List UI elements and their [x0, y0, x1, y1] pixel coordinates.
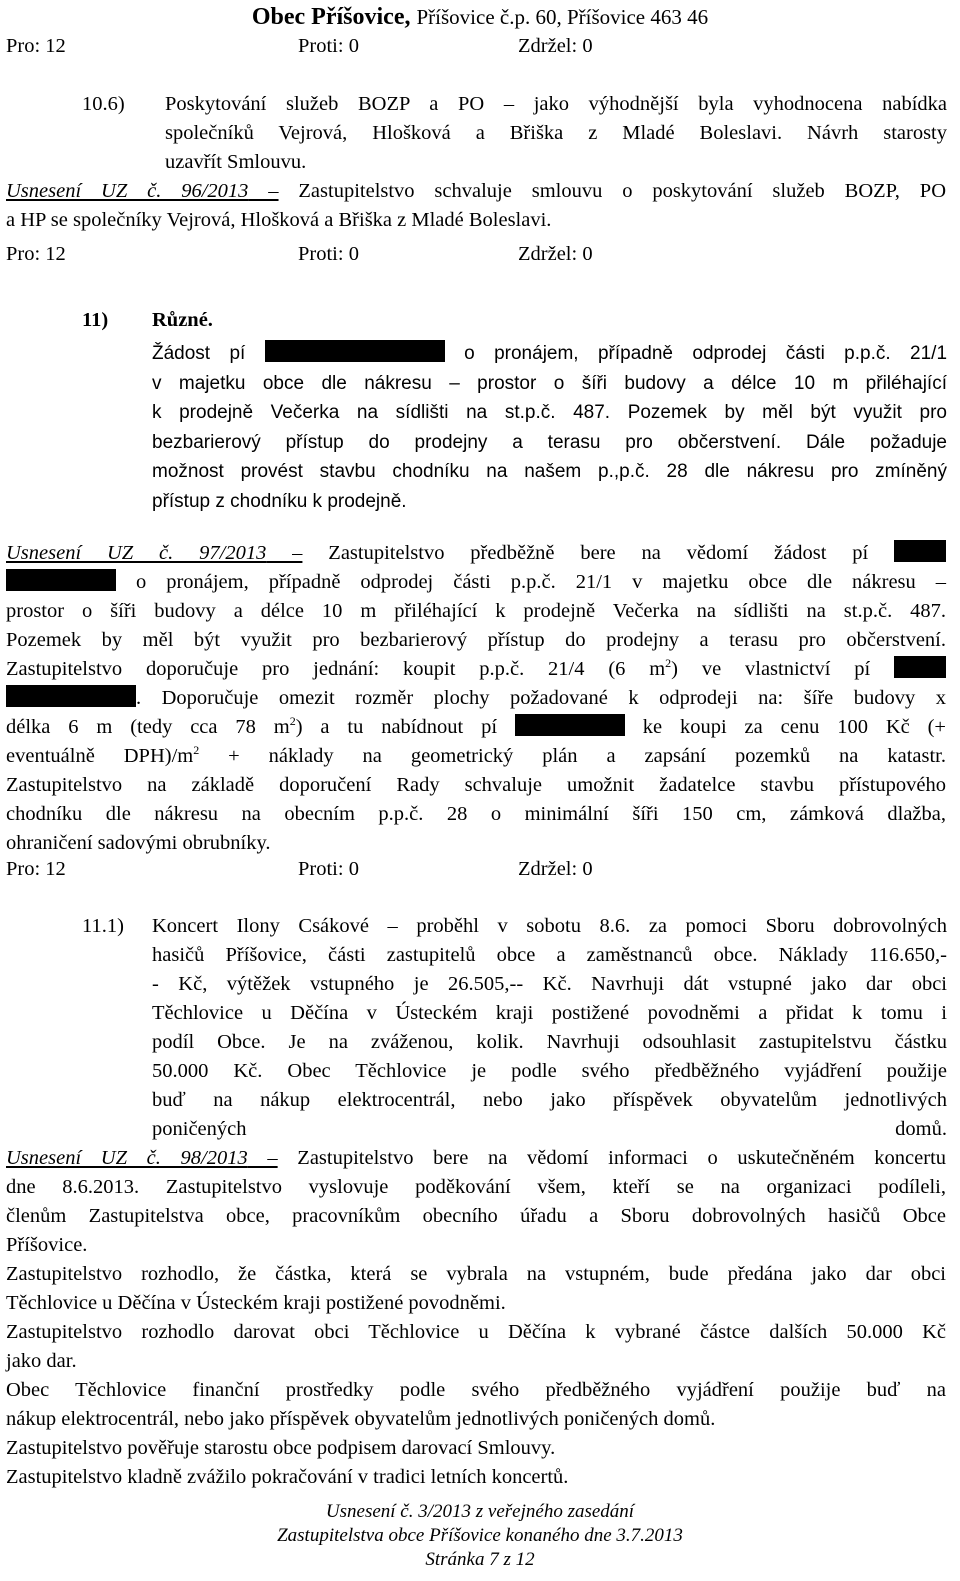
text-line: Zastupitelstvo rozhodlo, že částka, která se vybrala na vstupném, bude předána jako dar obci: [6, 1263, 946, 1285]
text-line: Koncert Ilony Csákové – proběhl v sobotu 8.6. za pomoci Sboru dobrovolných: [152, 915, 947, 937]
text-line: Těchlovice u Děčína v Ústeckém kraji postižené povodněmi.: [6, 1292, 506, 1314]
text-line: 50.000 Kč. Obec Těchlovice je podle svého předběžného vyjádření použije: [152, 1060, 947, 1082]
resolution-98: [6, 1144, 946, 1492]
vote-row: [6, 240, 946, 268]
text-line: - Kč, výtěžek vstupného je 26.505,-- Kč. Navrhuji dát vstupné jako dar obci: [152, 973, 947, 995]
header-title: Obec Příšovice,: [251, 4, 411, 30]
vote-row: [6, 855, 946, 883]
vote-against: Proti: 0: [298, 243, 359, 265]
text-line: ohraničení sadovými obrubníky.: [6, 832, 271, 854]
vote-abstain: Zdržel: 0: [518, 243, 593, 265]
resolution-dash: –: [266, 542, 303, 564]
text-line: nákup elektrocentrál, nebo jako příspěvek obyvatelům jednotlivých poničených domů.: [6, 1408, 716, 1430]
header-address: Příšovice č.p. 60, Příšovice 463 46: [416, 5, 709, 29]
text-line: o pronájem, případně odprodej části p.p.č. 21/1 v majetku obce dle nákresu –: [135, 571, 946, 593]
superscript: 2: [289, 714, 296, 729]
text-line: ) a tu nabídnout pí: [295, 716, 498, 738]
text-line: ) ve vlastnictví pí: [671, 658, 871, 680]
resolution-96: [6, 177, 946, 235]
vote-for: Pro: 12: [6, 858, 66, 880]
text-line: Zastupitelstvo doporučuje pro jednání: koupit p.p.č. 21/4 (6 m: [6, 658, 666, 680]
redaction-block: [515, 714, 625, 736]
text-line: ke koupi za cenu 100 Kč (+: [642, 716, 946, 738]
text-line: uzavřít Smlouvu.: [165, 151, 307, 173]
text-line: Zastupitelstvo na základě doporučení Rady schvaluje umožnit žadatelce stavbu přístupového: [6, 774, 946, 796]
page-header: [0, 2, 960, 32]
redaction-block: [894, 540, 946, 562]
text-line: v majetku obce dle nákresu – prostor o šíři budovy a délce 10 m přiléhající: [152, 372, 947, 394]
text-line: Zastupitelstvo rozhodlo darovat obci Těchlovice u Děčína k vybrané částce dalších 50.000 Kč: [6, 1321, 946, 1343]
resolution-dash: –: [248, 180, 279, 202]
text-line: Obec Těchlovice finanční prostředky podle svého předběžného vyjádření použije buď na: [6, 1379, 946, 1401]
text-line: prostor o šíři budovy a délce 10 m přiléhající k prodejně Večerka na sídlišti na st.p.č. 487.: [6, 600, 946, 622]
text-line: Poskytování služeb BOZP a PO – jako výhodnější byla vyhodnocena nabídka: [165, 93, 947, 115]
text-line: Příšovice.: [6, 1234, 88, 1256]
text-line: a HP se společníky Vejrová, Hlošková a Břiška z Mladé Boleslavi.: [6, 209, 552, 231]
text-line: Zastupitelstvo schvaluje smlouvu o poskytování služeb BOZP, PO: [298, 180, 946, 202]
vote-abstain: Zdržel: 0: [518, 858, 593, 880]
text-line: délka 6 m (tedy cca 78 m: [6, 716, 290, 738]
resolution-97: [6, 539, 946, 858]
text-line: Zastupitelstvo kladně zvážilo pokračování v tradici letních koncertů.: [6, 1466, 569, 1488]
text-line: chodníku dle nákresu na obecním p.p.č. 28 o minimální šíři 150 cm, zámková dlažba,: [6, 803, 946, 825]
resolution-dash: –: [247, 1147, 278, 1169]
text-line: Zastupitelstvo pověřuje starostu obce podpisem darovací Smlouvy.: [6, 1437, 556, 1459]
vote-for: Pro: 12: [6, 35, 66, 57]
text-line: Žádost pí: [152, 343, 246, 364]
item-11-1-text: [152, 912, 947, 1144]
text-line: . Doporučuje omezit rozměr plochy požadované k odprodeji na: šíře budovy x: [136, 687, 946, 709]
redaction-block: [6, 685, 136, 707]
text-line: o pronájem, případně odprodej části p.p.č. 21/1: [464, 343, 948, 364]
footer-line: Usnesení č. 3/2013 z veřejného zasedání: [325, 1501, 635, 1522]
text-line: Těchlovice u Děčína v Ústeckém kraji postižené povodněmi a přidat k tomu i: [152, 1002, 947, 1024]
resolution-number: Usnesení UZ č. 97/2013: [6, 542, 267, 564]
vote-against: Proti: 0: [298, 858, 359, 880]
vote-for: Pro: 12: [6, 243, 66, 265]
resolution-number: Usnesení UZ č. 96/2013: [6, 180, 249, 202]
text-line: Zastupitelstvo bere na vědomí informaci o uskutečněném koncertu: [297, 1147, 947, 1169]
text-line: jako dar.: [6, 1350, 77, 1372]
text-line: podíl Obce. Je na zváženou, kolik. Navrhuji odsouhlasit zastupitelstvu částku: [152, 1031, 947, 1053]
text-line: dne 8.6.2013. Zastupitelstvo vyslovuje poděkování všem, kteří se na organizaci podíleli,: [6, 1176, 946, 1198]
text-line: společníků Vejrová, Hlošková a Břiška z Mladé Boleslavi. Návrh starosty: [165, 122, 947, 144]
redaction-block: [265, 340, 445, 362]
redaction-block: [894, 656, 946, 678]
text-line: Pozemek by měl být využit pro bezbarierový přístup do prodejny a terasu pro občerstvení.: [6, 629, 946, 651]
text-line: + náklady na geometrický plán a zapsání pozemků na katastr.: [199, 745, 946, 767]
text-line: Zastupitelstvo předběžně bere na vědomí žádost pí: [328, 542, 869, 564]
text-line: poničených domů.: [152, 1118, 947, 1140]
resolution-number: Usnesení UZ č. 98/2013: [6, 1147, 248, 1169]
vote-abstain: Zdržel: 0: [518, 35, 593, 57]
redaction-block: [6, 569, 116, 591]
vote-against: Proti: 0: [298, 35, 359, 57]
item-number: 11): [82, 309, 109, 331]
text-line: členům Zastupitelstva obce, pracovníkům obecního úřadu a Sboru dobrovolných hasičů Obce: [6, 1205, 946, 1227]
vote-row: [6, 32, 946, 60]
item-number: 11.1): [82, 915, 124, 937]
item-11-text: [152, 339, 947, 516]
item-heading: Různé.: [152, 309, 213, 331]
footer-line: Zastupitelstva obce Příšovice konaného dne 3.7.2013: [277, 1525, 683, 1546]
text-line: hasičů Příšovice, části zastupitelů obce a zaměstnanců obce. Náklady 116.650,-: [152, 944, 947, 966]
text-line: buď na nákup elektrocentrál, nebo jako příspěvek obyvatelům jednotlivých: [152, 1089, 947, 1111]
text-line: možnost provést stavbu chodníku na našem p.,p.č. 28 dle nákresu pro zmíněný: [152, 461, 947, 482]
item-number: 10.6): [82, 93, 125, 115]
text-line: bezbarierový přístup do prodejny a terasu pro občerstvení. Dále požaduje: [152, 431, 947, 453]
footer-page-number: Stránka 7 z 12: [425, 1549, 535, 1570]
superscript: 2: [665, 656, 672, 671]
item-text: [165, 90, 947, 177]
text-line: přístup z chodníku k prodejně.: [152, 490, 407, 512]
superscript: 2: [193, 743, 200, 758]
text-line: eventuálně DPH)/m: [6, 745, 194, 767]
text-line: k prodejně Večerka na sídlišti na st.p.č. 487. Pozemek by měl být využit pro: [152, 402, 947, 423]
